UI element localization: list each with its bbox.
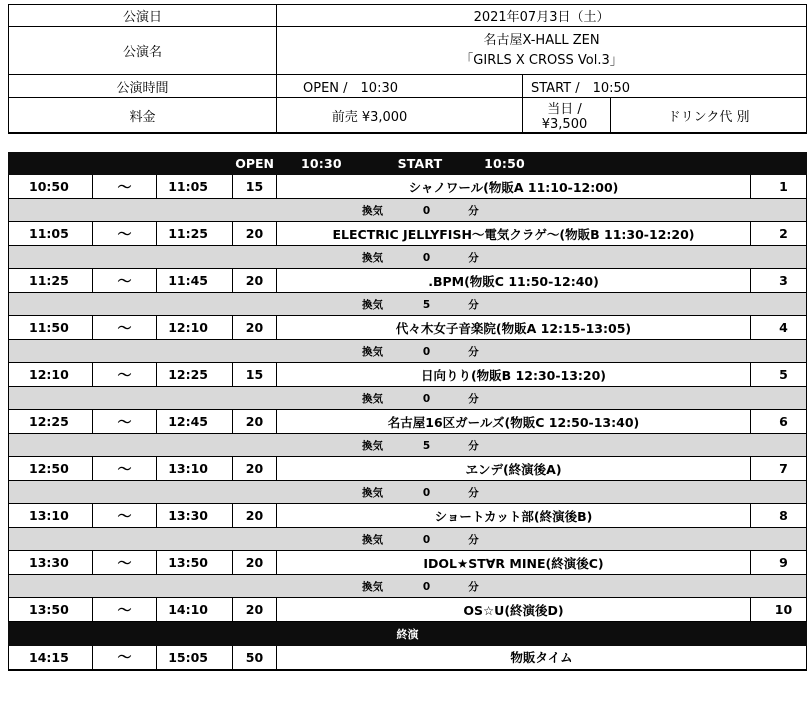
start-time: START / 10:50 bbox=[523, 75, 807, 98]
performer-title: .BPM(物販C 11:50-12:40) bbox=[277, 269, 751, 293]
ventilation-label: 換気 bbox=[362, 251, 383, 264]
ventilation-unit: 分 bbox=[468, 486, 479, 499]
end-time: 15:05 bbox=[157, 646, 233, 670]
price-label: 料金 bbox=[9, 98, 277, 134]
end-time: 11:05 bbox=[157, 175, 233, 199]
ventilation-unit: 分 bbox=[468, 251, 479, 264]
performer-title: 名古屋16区ガールズ(物販C 12:50-13:40) bbox=[277, 410, 751, 434]
ventilation-row bbox=[9, 528, 807, 551]
ventilation-label: 換気 bbox=[362, 392, 383, 405]
performance-number: 1 bbox=[751, 175, 807, 199]
ventilation-cell bbox=[9, 434, 807, 457]
ventilation-text bbox=[346, 532, 494, 547]
ventilation-text bbox=[346, 391, 494, 406]
time-row bbox=[9, 75, 807, 98]
start-time: 11:05 bbox=[9, 222, 93, 246]
ventilation-text bbox=[346, 579, 494, 594]
ventilation-row bbox=[9, 434, 807, 457]
name-value bbox=[277, 27, 807, 75]
end-time: 12:10 bbox=[157, 316, 233, 340]
ventilation-label: 換気 bbox=[362, 298, 383, 311]
start-time: 11:50 bbox=[9, 316, 93, 340]
performance-row bbox=[9, 504, 807, 528]
open-time: OPEN / 10:30 bbox=[277, 75, 523, 98]
performer-title: IDOL★ST∀R MINE(終演後C) bbox=[277, 551, 751, 575]
header-start-time: 10:50 bbox=[484, 156, 525, 171]
start-time: 10:50 bbox=[9, 175, 93, 199]
end-time: 11:25 bbox=[157, 222, 233, 246]
range-tilde: ～ bbox=[93, 598, 157, 622]
ventilation-cell bbox=[9, 387, 807, 410]
ventilation-unit: 分 bbox=[468, 533, 479, 546]
ventilation-unit: 分 bbox=[468, 392, 479, 405]
ventilation-minutes: 0 bbox=[422, 345, 431, 358]
ventilation-text bbox=[346, 297, 494, 312]
performance-number: 5 bbox=[751, 363, 807, 387]
performance-number: 10 bbox=[751, 598, 807, 622]
performance-number: 4 bbox=[751, 316, 807, 340]
header-open-time: 10:30 bbox=[301, 156, 342, 171]
ventilation-row bbox=[9, 246, 807, 269]
start-time: 13:30 bbox=[9, 551, 93, 575]
range-tilde: ～ bbox=[93, 457, 157, 481]
ventilation-cell bbox=[9, 199, 807, 222]
presale-price: 前売 ¥3,000 bbox=[277, 98, 523, 134]
header-times bbox=[277, 153, 751, 175]
ventilation-unit: 分 bbox=[468, 439, 479, 452]
duration-minutes: 20 bbox=[233, 269, 277, 293]
performance-number: 6 bbox=[751, 410, 807, 434]
duration-minutes: 20 bbox=[233, 316, 277, 340]
ventilation-text bbox=[346, 250, 494, 265]
end-time: 13:10 bbox=[157, 457, 233, 481]
end-time: 13:50 bbox=[157, 551, 233, 575]
ventilation-unit: 分 bbox=[468, 345, 479, 358]
performance-row bbox=[9, 316, 807, 340]
drink-note: ドリンク代 別 bbox=[611, 98, 807, 134]
start-time: 13:10 bbox=[9, 504, 93, 528]
event-info-table bbox=[8, 4, 807, 134]
range-tilde: ～ bbox=[93, 222, 157, 246]
ventilation-cell bbox=[9, 481, 807, 504]
merch-title: 物販タイム bbox=[277, 646, 807, 670]
ventilation-text bbox=[346, 485, 494, 500]
venue-name: 名古屋X-HALL ZEN bbox=[483, 32, 600, 48]
performer-title: ELECTRIC JELLYFISH～電気クラゲ～(物販B 11:30-12:20) bbox=[277, 222, 751, 246]
start-time: 11:25 bbox=[9, 269, 93, 293]
ventilation-text bbox=[346, 203, 494, 218]
range-tilde: ～ bbox=[93, 551, 157, 575]
time-label: 公演時間 bbox=[9, 75, 277, 98]
performer-title: シャノワール(物販A 11:10-12:00) bbox=[277, 175, 751, 199]
range-tilde: ～ bbox=[93, 410, 157, 434]
performance-row bbox=[9, 222, 807, 246]
ventilation-label: 換気 bbox=[362, 204, 383, 217]
ventilation-minutes: 0 bbox=[422, 251, 431, 264]
date-label: 公演日 bbox=[9, 5, 277, 27]
duration-minutes: 50 bbox=[233, 646, 277, 670]
performance-row bbox=[9, 175, 807, 199]
duration-minutes: 20 bbox=[233, 504, 277, 528]
ventilation-unit: 分 bbox=[468, 580, 479, 593]
performer-title: ショートカット部(終演後B) bbox=[277, 504, 751, 528]
ventilation-minutes: 5 bbox=[422, 439, 431, 452]
end-time: 12:25 bbox=[157, 363, 233, 387]
ventilation-cell bbox=[9, 528, 807, 551]
name-label: 公演名 bbox=[9, 27, 277, 75]
duration-minutes: 20 bbox=[233, 222, 277, 246]
price-row bbox=[9, 98, 807, 134]
performance-number: 9 bbox=[751, 551, 807, 575]
ventilation-unit: 分 bbox=[468, 204, 479, 217]
ventilation-minutes: 0 bbox=[422, 486, 431, 499]
end-time: 12:45 bbox=[157, 410, 233, 434]
performer-title: 代々木女子音楽院(物販A 12:15-13:05) bbox=[277, 316, 751, 340]
range-tilde: ～ bbox=[93, 504, 157, 528]
start-time: 12:25 bbox=[9, 410, 93, 434]
date-row bbox=[9, 5, 807, 27]
range-tilde: ～ bbox=[93, 269, 157, 293]
ventilation-text bbox=[346, 438, 494, 453]
ventilation-minutes: 0 bbox=[422, 392, 431, 405]
header-open-label: OPEN bbox=[233, 153, 277, 175]
end-time: 13:30 bbox=[157, 504, 233, 528]
performance-row bbox=[9, 269, 807, 293]
duration-minutes: 15 bbox=[233, 175, 277, 199]
ventilation-minutes: 0 bbox=[422, 533, 431, 546]
door-price: 当日 / ¥3,500 bbox=[523, 98, 611, 134]
ventilation-minutes: 0 bbox=[422, 204, 431, 217]
performance-row bbox=[9, 551, 807, 575]
ventilation-unit: 分 bbox=[468, 298, 479, 311]
ventilation-row bbox=[9, 199, 807, 222]
range-tilde: ～ bbox=[93, 175, 157, 199]
header-start-label: START bbox=[397, 156, 443, 171]
duration-minutes: 20 bbox=[233, 410, 277, 434]
event-title: 「GIRLS X CROSS Vol.3」 bbox=[460, 52, 623, 68]
end-of-show-label: 終演 bbox=[9, 622, 807, 646]
ventilation-label: 換気 bbox=[362, 533, 383, 546]
start-time: 12:50 bbox=[9, 457, 93, 481]
duration-minutes: 15 bbox=[233, 363, 277, 387]
performance-row bbox=[9, 363, 807, 387]
ventilation-cell bbox=[9, 246, 807, 269]
performance-number: 7 bbox=[751, 457, 807, 481]
duration-minutes: 20 bbox=[233, 457, 277, 481]
ventilation-row bbox=[9, 387, 807, 410]
ventilation-row bbox=[9, 481, 807, 504]
ventilation-row bbox=[9, 575, 807, 598]
ventilation-cell bbox=[9, 340, 807, 363]
performer-title: OS☆U(終演後D) bbox=[277, 598, 751, 622]
ventilation-label: 換気 bbox=[362, 345, 383, 358]
ventilation-label: 換気 bbox=[362, 439, 383, 452]
start-time: 13:50 bbox=[9, 598, 93, 622]
ventilation-row bbox=[9, 293, 807, 316]
performance-row bbox=[9, 598, 807, 622]
duration-minutes: 20 bbox=[233, 598, 277, 622]
performer-title: 日向りり(物販B 12:30-13:20) bbox=[277, 363, 751, 387]
range-tilde: ～ bbox=[93, 363, 157, 387]
name-row bbox=[9, 27, 807, 75]
performance-number: 2 bbox=[751, 222, 807, 246]
ventilation-label: 換気 bbox=[362, 486, 383, 499]
end-of-show-row bbox=[9, 622, 807, 646]
range-tilde: ～ bbox=[93, 646, 157, 670]
duration-minutes: 20 bbox=[233, 551, 277, 575]
date-value: 2021年07月3日（土） bbox=[277, 5, 807, 27]
ventilation-cell bbox=[9, 293, 807, 316]
timetable-body bbox=[9, 153, 807, 670]
ventilation-minutes: 0 bbox=[422, 580, 431, 593]
timetable bbox=[8, 152, 807, 671]
ventilation-minutes: 5 bbox=[422, 298, 431, 311]
performance-row bbox=[9, 410, 807, 434]
performance-number: 3 bbox=[751, 269, 807, 293]
timetable-header bbox=[9, 153, 807, 175]
start-time: 14:15 bbox=[9, 646, 93, 670]
performer-title: ヱンデ(終演後A) bbox=[277, 457, 751, 481]
performance-row bbox=[9, 457, 807, 481]
ventilation-text bbox=[346, 344, 494, 359]
performance-number: 8 bbox=[751, 504, 807, 528]
ventilation-label: 換気 bbox=[362, 580, 383, 593]
start-time: 12:10 bbox=[9, 363, 93, 387]
end-time: 14:10 bbox=[157, 598, 233, 622]
ventilation-row bbox=[9, 340, 807, 363]
merch-time-row bbox=[9, 646, 807, 670]
range-tilde: ～ bbox=[93, 316, 157, 340]
ventilation-cell bbox=[9, 575, 807, 598]
end-time: 11:45 bbox=[157, 269, 233, 293]
